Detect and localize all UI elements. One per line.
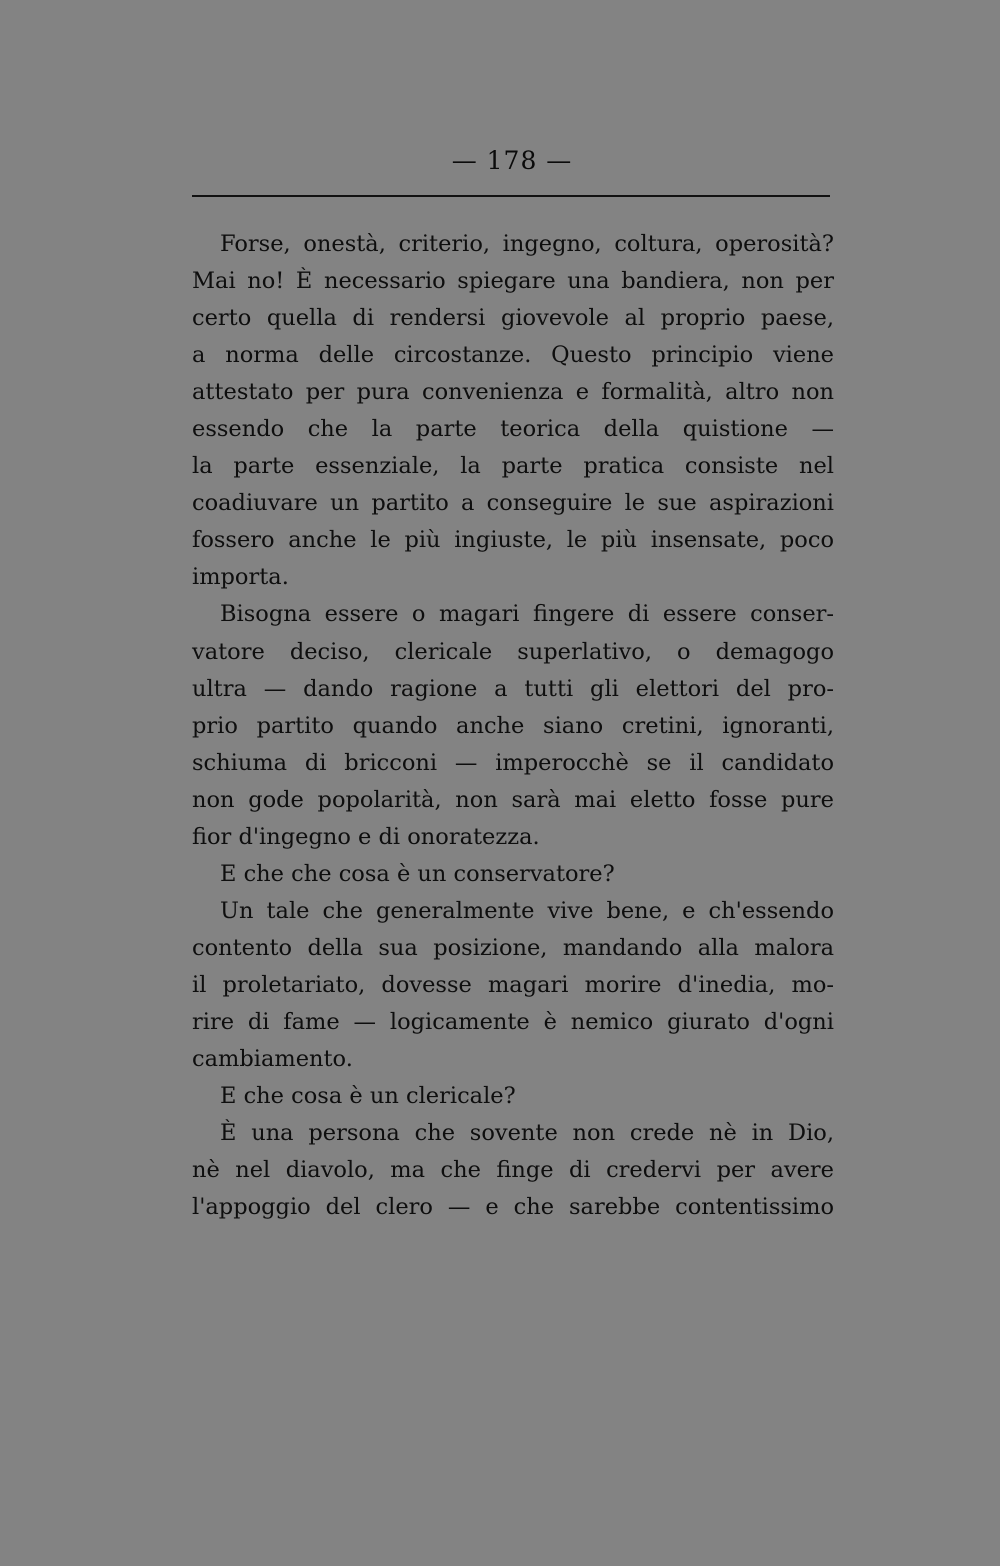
text-line: il proletariato, dovesse magari morire d'inedia, mo- — [192, 971, 834, 998]
text-line: certo quella di rendersi giovevole al proprio paese, — [192, 305, 834, 332]
text-line: essendo che la parte teorica della quistione — — [192, 416, 834, 443]
text-line: ultra — dando ragione a tutti gli elettori del pro- — [192, 675, 834, 702]
text-line: E che cosa è un clericale? — [220, 1083, 516, 1110]
text-line: coadiuvare un partito a conseguire le sue aspirazioni — [192, 490, 834, 517]
text-line: importa. — [192, 564, 289, 591]
text-line: schiuma di bricconi — imperocchè se il candidato — [192, 749, 834, 776]
text-line: l'appoggio del clero — e che sarebbe contentissimo — [192, 1194, 834, 1221]
text-line: E che che cosa è un conservatore? — [220, 860, 615, 887]
text-line: cambiamento. — [192, 1046, 353, 1073]
text-line: È una persona che sovente non crede nè in Dio, — [220, 1120, 834, 1147]
text-line: Forse, onestà, criterio, ingegno, coltura, operosità? — [220, 231, 834, 257]
text-line: contento della sua posizione, mandando alla malora — [192, 934, 834, 961]
text-line: a norma delle circostanze. Questo principio viene — [192, 342, 834, 369]
header-rule — [192, 195, 830, 197]
text-line: prio partito quando anche siano cretini, ignoranti, — [192, 712, 834, 739]
text-line: Un tale che generalmente vive bene, e ch'essendo — [220, 897, 834, 924]
page-number: — 178 — — [451, 146, 573, 175]
text-line: Bisogna essere o magari fingere di essere conser- — [220, 601, 834, 628]
text-line: Mai no! È necessario spiegare una bandiera, non per — [192, 268, 834, 295]
text-line: la parte essenziale, la parte pratica consiste nel — [192, 453, 834, 480]
body-text — [192, 226, 834, 1226]
text-line: fossero anche le più ingiuste, le più insensate, poco — [192, 527, 834, 554]
text-line: non gode popolarità, non sarà mai eletto fosse pure — [192, 786, 834, 813]
text-line: rire di fame — logicamente è nemico giurato d'ogni — [192, 1008, 834, 1035]
text-line: nè nel diavolo, ma che finge di credervi per avere — [192, 1157, 834, 1184]
text-line: attestato per pura convenienza e formalità, altro non — [192, 379, 834, 406]
text-line: fior d'ingegno e di onoratezza. — [192, 823, 540, 850]
text-line: vatore deciso, clericale superlativo, o demagogo — [192, 638, 834, 665]
